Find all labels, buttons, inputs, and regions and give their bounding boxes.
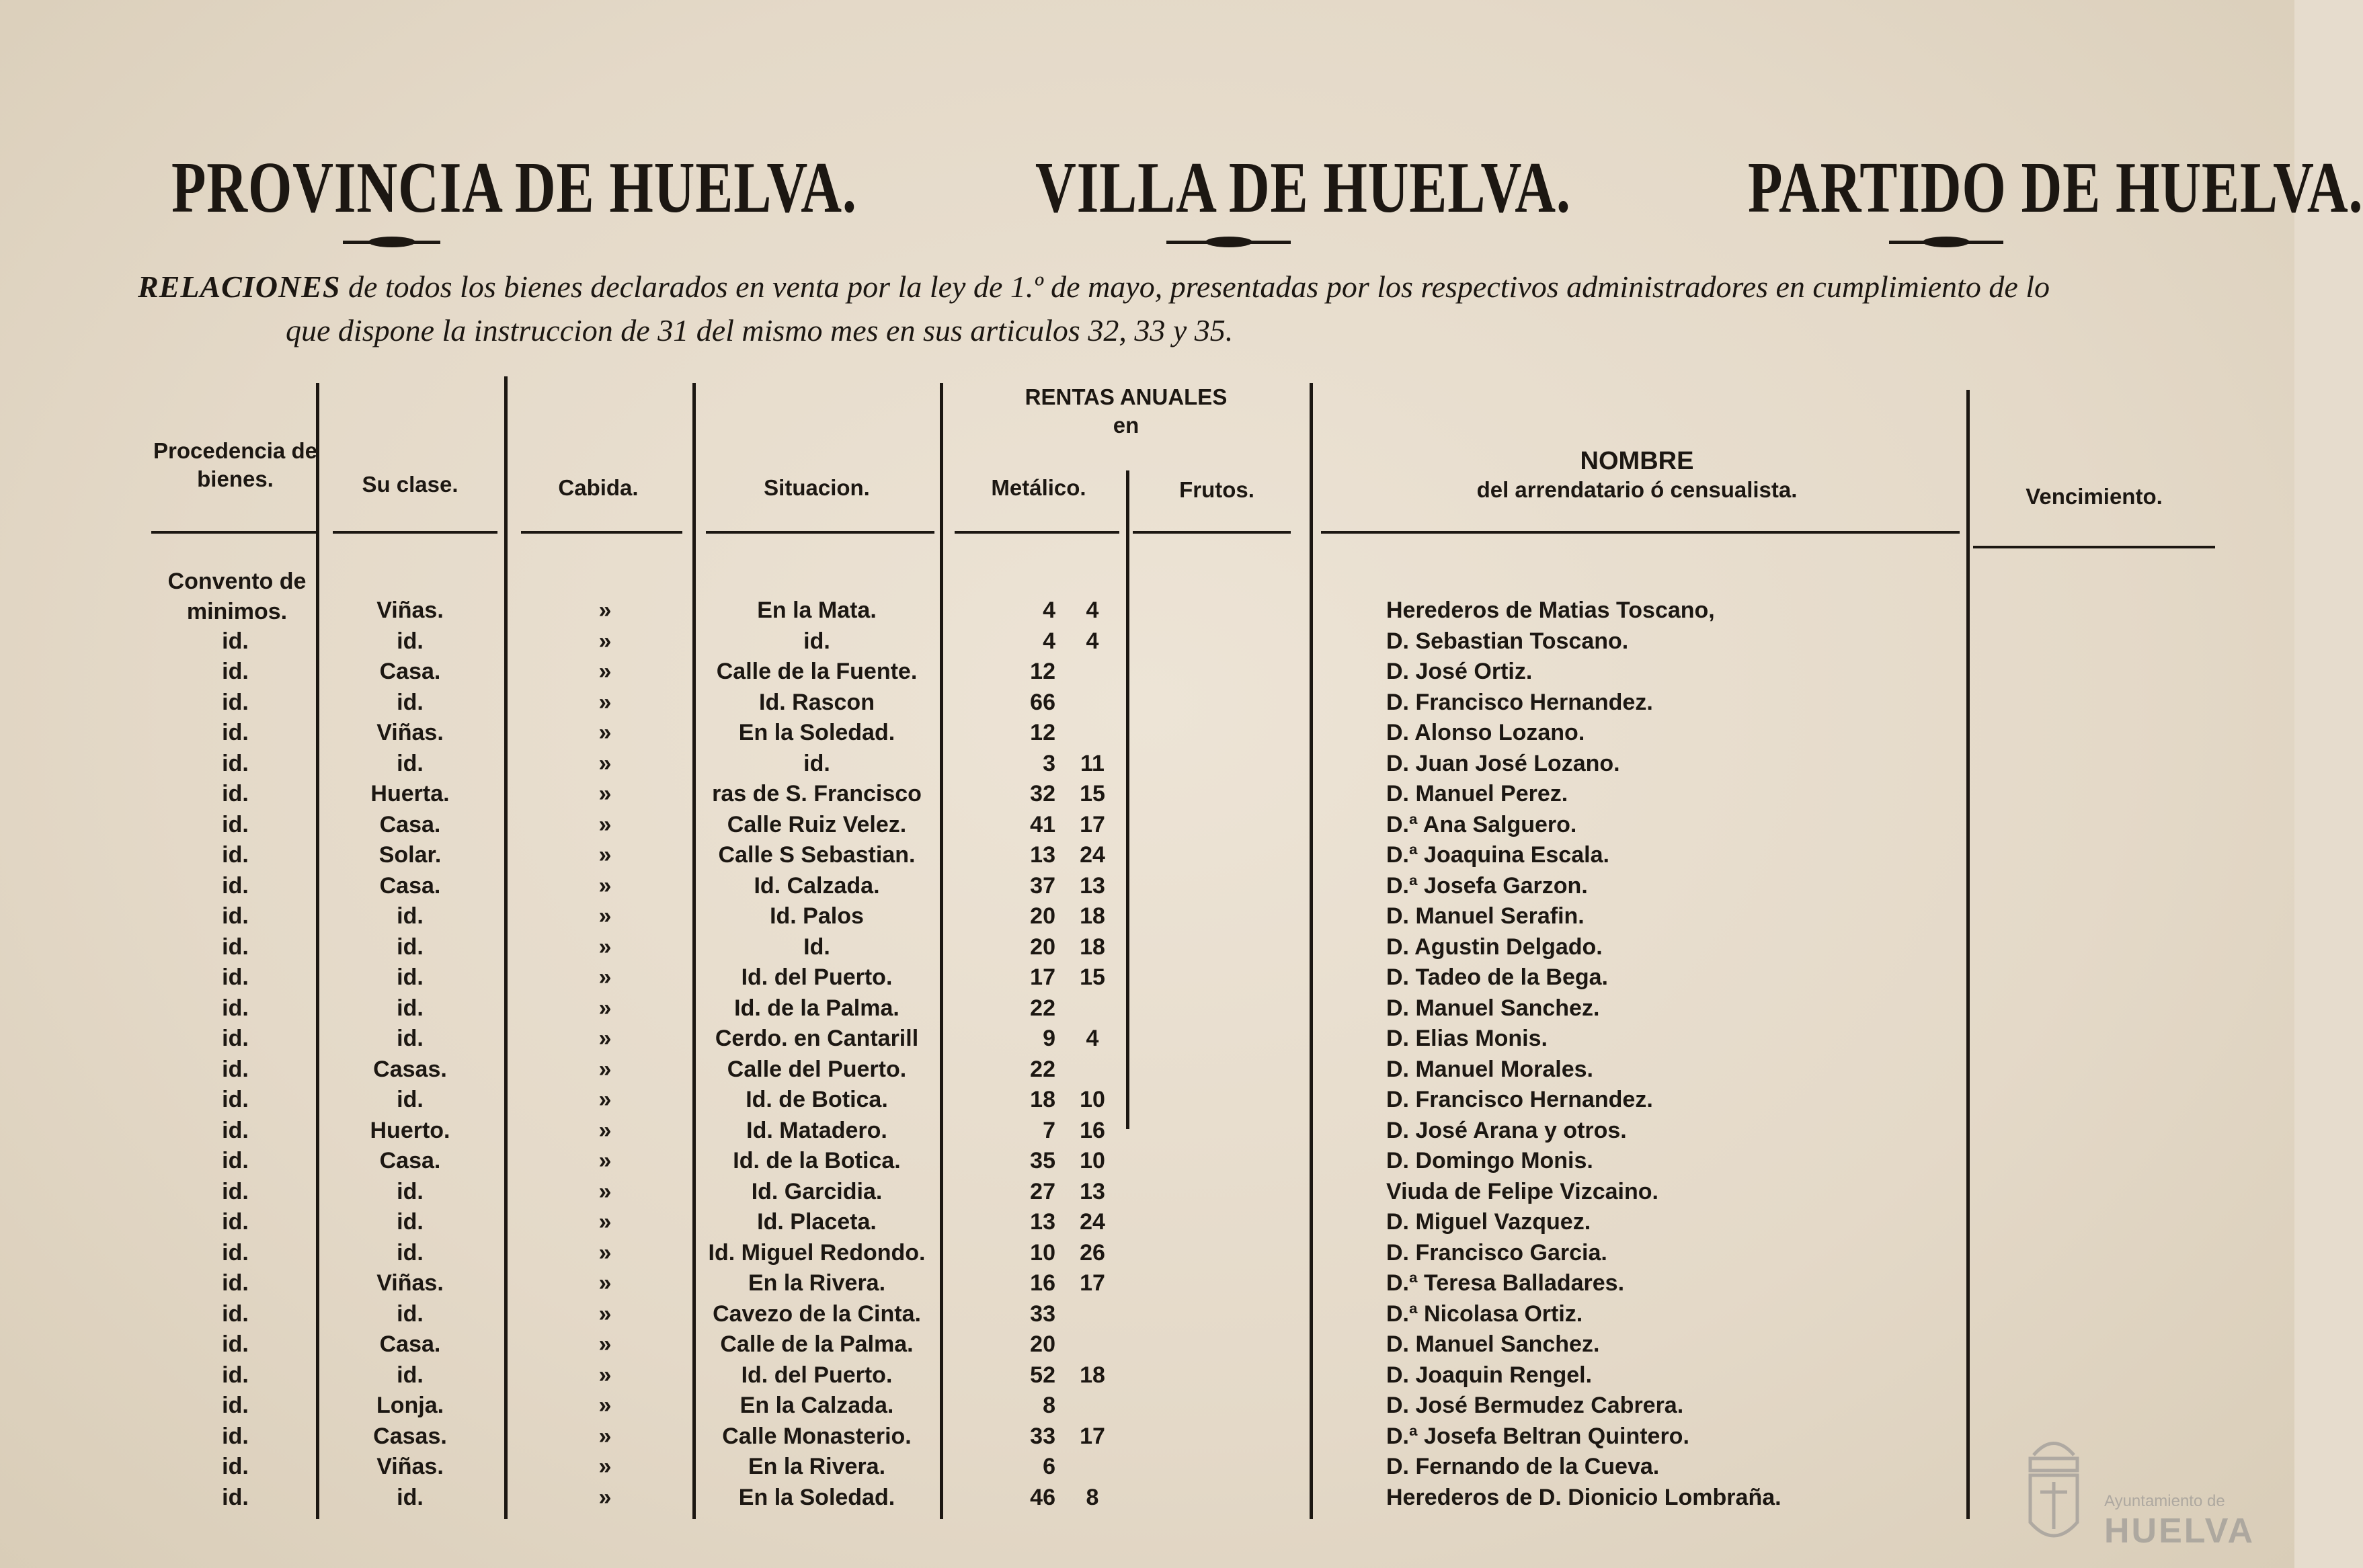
watermark-small: Ayuntamiento de (2104, 1492, 2225, 1510)
row-metalico-reales: 18 (1030, 1087, 1055, 1112)
row-cabida: » (598, 842, 612, 868)
row-procedencia: id. (222, 872, 249, 899)
row-nombre: D. Tadeo de la Bega. (1386, 964, 1609, 990)
row-nombre: D. Manuel Sanchez. (1386, 1331, 1600, 1357)
row-clase: id. (397, 1209, 424, 1235)
col-header-procedencia-line1: Procedencia de (153, 438, 317, 463)
city-seal-icon (2020, 1428, 2087, 1556)
row-metalico-reales: 8 (1043, 1393, 1055, 1418)
row-metalico-reales: 52 (1030, 1362, 1055, 1388)
header-rule (1133, 531, 1291, 534)
row-procedencia: id. (222, 720, 249, 745)
table-row (0, 1329, 2294, 1360)
header-rule (1973, 546, 2215, 548)
row-metalico-maravedis: 13 (1080, 872, 1105, 899)
row-nombre: Viuda de Felipe Vizcaino. (1386, 1178, 1658, 1204)
row-situacion: En la Soledad. (738, 1484, 895, 1510)
table-row (0, 1177, 2294, 1208)
row-clase: id. (397, 995, 424, 1021)
table-row (0, 718, 2294, 749)
table-row (0, 779, 2294, 810)
row-situacion: En la Soledad. (738, 720, 895, 745)
row-metalico-maravedis: 24 (1080, 842, 1105, 868)
row-metalico-reales: 27 (1030, 1178, 1055, 1204)
row-clase: id. (397, 1484, 424, 1510)
row-metalico-maravedis: 8 (1086, 1484, 1099, 1510)
row-procedencia: id. (222, 750, 249, 776)
row-clase: Casa. (379, 1331, 441, 1357)
row-metalico-maravedis: 17 (1080, 1423, 1105, 1449)
header-rule (1321, 531, 1960, 534)
row-procedencia: id. (222, 1117, 249, 1143)
row-situacion: Id. de Botica. (746, 1087, 888, 1112)
row-cabida: » (598, 1362, 612, 1388)
row-metalico-maravedis: 16 (1080, 1117, 1105, 1143)
row-cabida: » (598, 1423, 612, 1449)
row-clase: id. (397, 1026, 424, 1051)
row-cabida: » (598, 597, 612, 623)
row-cabida: » (598, 964, 612, 990)
row-nombre: D.ª Josefa Garzon. (1386, 872, 1588, 899)
row-procedencia: id. (222, 1087, 249, 1112)
row-metalico-reales: 33 (1030, 1423, 1055, 1449)
row-cabida: » (598, 811, 612, 837)
row-clase: Casa. (379, 811, 441, 837)
table-row (0, 1024, 2294, 1055)
row-procedencia: id. (222, 1026, 249, 1051)
row-cabida: » (598, 1270, 612, 1296)
row-metalico-maravedis: 13 (1080, 1178, 1105, 1204)
row-metalico-maravedis: 10 (1080, 1148, 1105, 1173)
row-clase: id. (397, 964, 424, 990)
row-situacion: Id. Miguel Redondo. (708, 1239, 926, 1266)
col-header-procedencia (134, 437, 336, 493)
row-procedencia: id. (222, 934, 249, 960)
row-cabida: » (598, 872, 612, 899)
header-rule (521, 531, 682, 534)
row-procedencia: id. (222, 995, 249, 1021)
row-procedencia: id. (222, 1178, 249, 1204)
row-procedencia: id. (222, 1148, 249, 1173)
row-clase: id. (397, 689, 424, 715)
watermark-text (2104, 1492, 2255, 1551)
row-clase: Huerto. (370, 1117, 450, 1143)
row-situacion: ras de S. Francisco (712, 781, 922, 807)
row-metalico-reales: 37 (1030, 872, 1055, 899)
row-cabida: » (598, 1087, 612, 1112)
intro-line-1-text: de todos los bienes declarados en venta por la ley de 1.º de mayo, presentadas por los respectivos administradores en cumplimiento de lo (340, 270, 2050, 304)
table-row (0, 688, 2294, 718)
col-header-rentas-line2: en (1113, 413, 1139, 438)
first-procedencia-line1: Convento de (167, 569, 307, 594)
row-situacion: id. (803, 628, 830, 654)
row-nombre: D. Francisco Hernandez. (1386, 1087, 1653, 1112)
row-metalico-maravedis: 18 (1080, 903, 1105, 929)
intro-lead: RELACIONES (138, 270, 341, 304)
row-cabida: » (598, 1026, 612, 1051)
row-metalico-reales: 16 (1030, 1270, 1055, 1296)
table-row (0, 1483, 2294, 1514)
intro-line-1 (138, 269, 2050, 304)
ornament-rule (343, 241, 440, 244)
row-metalico-reales: 22 (1030, 1056, 1055, 1082)
row-clase: Viñas. (376, 597, 444, 623)
row-nombre: D. Miguel Vazquez. (1386, 1209, 1591, 1235)
row-metalico-maravedis: 4 (1086, 628, 1099, 654)
row-metalico-reales: 7 (1043, 1117, 1055, 1143)
row-metalico-maravedis: 18 (1080, 934, 1105, 960)
header-rule (151, 531, 316, 534)
row-procedencia: id. (222, 689, 249, 715)
row-situacion: En la Mata. (757, 597, 877, 623)
row-nombre: D. Francisco Hernandez. (1386, 689, 1653, 715)
row-cabida: » (598, 781, 612, 807)
header-rule (955, 531, 1119, 534)
row-metalico-reales: 10 (1030, 1239, 1055, 1266)
row-metalico-maravedis: 4 (1086, 597, 1099, 623)
row-metalico-reales: 13 (1030, 1209, 1055, 1235)
table-row (0, 1421, 2294, 1452)
row-situacion: Calle S Sebastian. (718, 842, 916, 868)
row-clase: Huerta. (370, 781, 450, 807)
row-clase: id. (397, 1087, 424, 1112)
row-clase: Viñas. (376, 1270, 444, 1296)
row-cabida: » (598, 1454, 612, 1479)
row-procedencia: id. (222, 1270, 249, 1296)
row-procedencia: id. (222, 1454, 249, 1479)
header-rule (333, 531, 497, 534)
row-nombre: D.ª Nicolasa Ortiz. (1386, 1301, 1583, 1327)
row-metalico-reales: 32 (1030, 781, 1055, 807)
row-situacion: Id. Rascon (759, 689, 875, 715)
row-situacion: En la Calzada. (739, 1393, 894, 1418)
table-row (0, 932, 2294, 963)
row-situacion: Calle de la Fuente. (716, 659, 918, 684)
table-row (0, 657, 2294, 688)
row-situacion: Cerdo. en Cantarill (715, 1026, 919, 1051)
row-cabida: » (598, 1148, 612, 1173)
row-situacion: Id. de la Botica. (733, 1148, 901, 1173)
col-header-procedencia-line2: bienes. (197, 466, 274, 491)
row-situacion: Id. Palos (770, 903, 864, 929)
row-clase: id. (397, 903, 424, 929)
title-partido: PARTIDO DE HUELVA. (1748, 148, 2363, 228)
intro-line-2: que dispone la instruccion de 31 del mismo mes en sus articulos 32, 33 y 35. (286, 313, 1234, 347)
row-situacion: Calle Ruiz Velez. (727, 811, 907, 837)
row-metalico-maravedis: 4 (1086, 1026, 1099, 1051)
row-situacion: Calle de la Palma. (720, 1331, 914, 1357)
title-villa: VILLA DE HUELVA. (1035, 148, 1571, 228)
table-row (0, 1207, 2294, 1238)
row-metalico-reales: 46 (1030, 1484, 1055, 1510)
row-clase: Casas. (373, 1056, 447, 1082)
col-header-frutos: Frutos. (1179, 477, 1254, 502)
row-situacion: Id. Calzada. (754, 872, 880, 899)
row-metalico-maravedis: 18 (1080, 1362, 1105, 1388)
row-cabida: » (598, 903, 612, 929)
row-situacion: Id. del Puerto. (741, 964, 893, 990)
row-cabida: » (598, 689, 612, 715)
table-row (0, 1391, 2294, 1421)
row-metalico-reales: 20 (1030, 903, 1055, 929)
row-nombre: D. Elias Monis. (1386, 1026, 1548, 1051)
row-nombre: D. Francisco Garcia. (1386, 1239, 1607, 1266)
row-situacion: Calle Monasterio. (722, 1423, 912, 1449)
ornament-rule (1889, 241, 2003, 244)
row-situacion: Cavezo de la Cinta. (713, 1301, 921, 1327)
row-metalico-maravedis: 26 (1080, 1239, 1105, 1266)
row-metalico-maravedis: 10 (1080, 1087, 1105, 1112)
table-row (0, 871, 2294, 902)
row-cabida: » (598, 1331, 612, 1357)
row-cabida: » (598, 750, 612, 776)
bleed-through-right (2017, 376, 2171, 410)
col-header-situacion: Situacion. (764, 475, 870, 500)
row-clase: Casa. (379, 659, 441, 684)
row-nombre: D. Fernando de la Cueva. (1386, 1454, 1660, 1479)
table-row (0, 810, 2294, 841)
row-nombre: D. José Bermudez Cabrera. (1386, 1393, 1684, 1418)
row-nombre: D. José Arana y otros. (1386, 1117, 1627, 1143)
row-metalico-reales: 3 (1043, 750, 1055, 776)
row-procedencia: id. (222, 1484, 249, 1510)
row-procedencia: id. (222, 842, 249, 868)
table-row (0, 840, 2294, 871)
row-nombre: D. Sebastian Toscano. (1386, 628, 1629, 654)
row-clase: id. (397, 934, 424, 960)
row-metalico-reales: 20 (1030, 1331, 1055, 1357)
table-row (0, 901, 2294, 932)
col-header-nombre-line1: NOMBRE (1580, 447, 1694, 475)
row-clase: Casas. (373, 1423, 447, 1449)
row-procedencia: id. (222, 628, 249, 654)
row-nombre: D. Manuel Sanchez. (1386, 995, 1600, 1021)
col-header-rentas (955, 383, 1297, 440)
header-rule (706, 531, 934, 534)
row-clase: id. (397, 1362, 424, 1388)
row-metalico-reales: 6 (1043, 1454, 1055, 1479)
row-clase: Solar. (378, 842, 442, 868)
row-cabida: » (598, 1117, 612, 1143)
row-metalico-reales: 20 (1030, 934, 1055, 960)
row-nombre: D. José Ortiz. (1386, 659, 1533, 684)
row-nombre: D. Alonso Lozano. (1386, 720, 1585, 745)
row-nombre: D.ª Josefa Beltran Quintero. (1386, 1423, 1689, 1449)
row-metalico-reales: 22 (1030, 995, 1055, 1021)
row-procedencia: id. (222, 1393, 249, 1418)
row-cabida: » (598, 1484, 612, 1510)
row-cabida: » (598, 1209, 612, 1235)
table-row (0, 1299, 2294, 1330)
row-cabida: » (598, 1056, 612, 1082)
row-situacion: Calle del Puerto. (727, 1056, 907, 1082)
row-cabida: » (598, 1239, 612, 1266)
title-province: PROVINCIA DE HUELVA. (171, 148, 857, 228)
col-header-nombre-line2: del arrendatario ó censualista. (1476, 477, 1798, 502)
table-row (0, 993, 2294, 1024)
table-row (0, 1452, 2294, 1483)
row-procedencia: id. (222, 1423, 249, 1449)
row-procedencia: id. (222, 781, 249, 807)
table-row (0, 1268, 2294, 1299)
table-row (0, 626, 2294, 657)
row-metalico-maravedis: 17 (1080, 1270, 1105, 1296)
row-situacion: Id. Matadero. (746, 1117, 887, 1143)
row-nombre: D.ª Joaquina Escala. (1386, 842, 1609, 868)
row-situacion: Id. de la Palma. (734, 995, 899, 1021)
row-situacion: Id. Garcidia. (751, 1178, 883, 1204)
row-cabida: » (598, 720, 612, 745)
row-clase: Viñas. (376, 1454, 444, 1479)
row-metalico-reales: 35 (1030, 1148, 1055, 1173)
row-metalico-reales: 12 (1030, 720, 1055, 745)
col-header-metalico: Metálico. (991, 475, 1086, 500)
row-metalico-reales: 4 (1043, 628, 1055, 654)
row-clase: id. (397, 1178, 424, 1204)
row-nombre: D. Agustin Delgado. (1386, 934, 1603, 960)
row-procedencia: id. (222, 1209, 249, 1235)
row-clase: Lonja. (376, 1393, 444, 1418)
row-nombre: Herederos de D. Dionicio Lombraña. (1386, 1484, 1781, 1510)
row-metalico-reales: 4 (1043, 597, 1055, 623)
row-nombre: D. Juan José Lozano. (1386, 750, 1620, 776)
row-cabida: » (598, 1178, 612, 1204)
row-metalico-maravedis: 17 (1080, 811, 1105, 837)
row-clase: id. (397, 750, 424, 776)
table-row (0, 962, 2294, 993)
row-situacion: id. (803, 750, 830, 776)
row-metalico-reales: 33 (1030, 1301, 1055, 1327)
row-procedencia: id. (222, 1056, 249, 1082)
row-clase: id. (397, 1239, 424, 1266)
row-metalico-reales: 17 (1030, 964, 1055, 990)
row-situacion: Id. del Puerto. (741, 1362, 893, 1388)
row-situacion: En la Rivera. (748, 1454, 886, 1479)
row-nombre: D. Manuel Perez. (1386, 781, 1568, 807)
row-procedencia: id. (222, 659, 249, 684)
row-clase: Casa. (379, 1148, 441, 1173)
table-row (0, 1055, 2294, 1085)
row-metalico-maravedis: 24 (1080, 1209, 1105, 1235)
first-procedencia-line2: minimos. (186, 599, 288, 624)
row-nombre: D.ª Ana Salguero. (1386, 811, 1577, 837)
table-row (0, 1085, 2294, 1116)
row-metalico-reales: 41 (1030, 811, 1055, 837)
row-nombre: Herederos de Matias Toscano, (1386, 597, 1715, 623)
table-row (0, 1238, 2294, 1269)
row-nombre: D. Joaquin Rengel. (1386, 1362, 1593, 1388)
col-header-cabida: Cabida. (558, 475, 639, 500)
table-row (0, 749, 2294, 780)
row-cabida: » (598, 1301, 612, 1327)
ornament-rule (1166, 241, 1291, 244)
col-header-rentas-line1: RENTAS ANUALES (1025, 384, 1228, 409)
row-nombre: D. Manuel Serafin. (1386, 903, 1585, 929)
row-clase: id. (397, 1301, 424, 1327)
row-procedencia: id. (222, 1362, 249, 1388)
row-cabida: » (598, 934, 612, 960)
row-cabida: » (598, 1393, 612, 1418)
row-metalico-maravedis: 15 (1080, 781, 1105, 807)
row-procedencia: id. (222, 1331, 249, 1357)
row-cabida: » (598, 659, 612, 684)
row-metalico-reales: 9 (1043, 1026, 1055, 1051)
row-clase: id. (397, 628, 424, 654)
row-cabida: » (598, 995, 612, 1021)
table-row (0, 1116, 2294, 1147)
col-header-nombre (1318, 447, 1956, 504)
row-situacion: Id. (803, 934, 830, 960)
row-procedencia: id. (222, 811, 249, 837)
row-metalico-reales: 12 (1030, 659, 1055, 684)
col-header-vencimiento: Vencimiento. (2026, 484, 2163, 509)
table-body (0, 595, 2294, 1513)
row-situacion: Id. Placeta. (757, 1209, 877, 1235)
row-nombre: D. Manuel Morales. (1386, 1056, 1593, 1082)
watermark-big: HUELVA (2104, 1512, 2255, 1551)
row-procedencia: id. (222, 1301, 249, 1327)
row-cabida: » (598, 628, 612, 654)
row-metalico-maravedis: 11 (1080, 750, 1105, 776)
row-situacion: En la Rivera. (748, 1270, 886, 1296)
row-metalico-maravedis: 15 (1080, 964, 1105, 990)
row-nombre: D. Domingo Monis. (1386, 1148, 1593, 1173)
col-header-clase: Su clase. (362, 472, 458, 497)
row-clase: Casa. (379, 872, 441, 899)
row-nombre: D.ª Teresa Balladares. (1386, 1270, 1625, 1296)
row-metalico-reales: 13 (1030, 842, 1055, 868)
table-row (0, 1360, 2294, 1391)
row-clase: Viñas. (376, 720, 444, 745)
row-procedencia: id. (222, 903, 249, 929)
table-row (0, 1146, 2294, 1177)
row-procedencia: id. (222, 1239, 249, 1266)
row-procedencia: id. (222, 964, 249, 990)
table-row (0, 595, 2294, 626)
row-metalico-reales: 66 (1030, 689, 1055, 715)
